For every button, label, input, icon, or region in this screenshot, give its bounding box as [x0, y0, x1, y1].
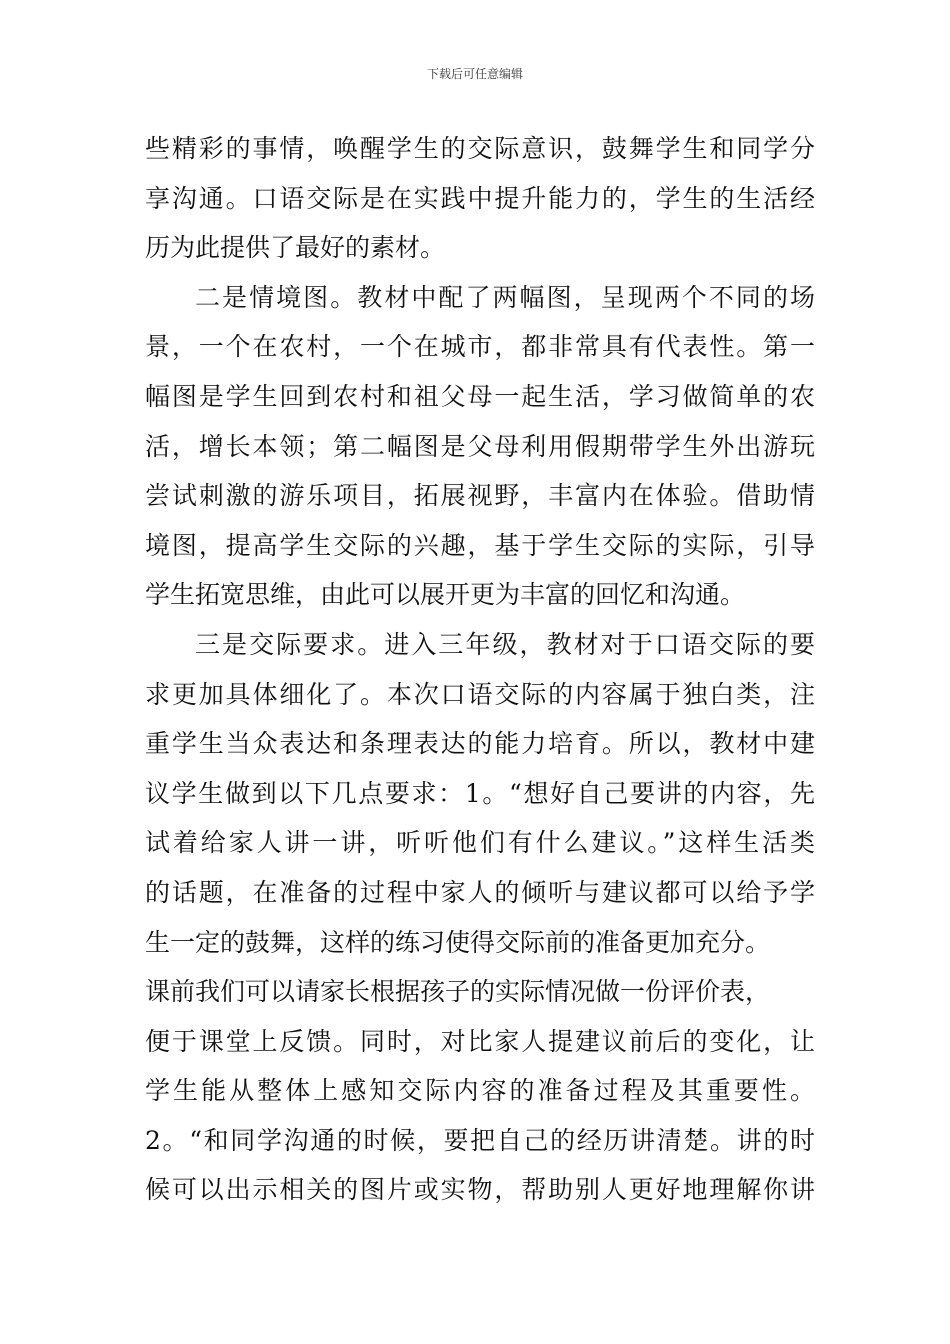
document-body	[145, 124, 815, 1215]
text-line: 试着给家人讲一讲，听听他们有什么建议。”这样生活类	[145, 828, 815, 858]
text-line: 议学生做到以下几点要求：1。“想好自己要讲的内容，先	[145, 778, 815, 808]
text-line: 重学生当众表达和条理表达的能力培育。所以，教材中建	[145, 729, 815, 759]
text-line: 尝试刺激的游乐项目，拓展视野，丰富内在体验。借助情	[145, 481, 815, 511]
text-line: 景，一个在农村，一个在城市，都非常具有代表性。第一	[145, 332, 815, 362]
text-line: 幅图是学生回到农村和祖父母一起生活，学习做简单的农	[145, 381, 815, 411]
text-line: 历为此提供了最好的素材。	[145, 233, 446, 263]
text-line: 些精彩的事情，唤醒学生的交际意识，鼓舞学生和同学分	[145, 134, 815, 163]
text-line: 便于课堂上反馈。同时，对比家人提建议前后的变化，让	[145, 1026, 815, 1056]
text-line: 课前我们可以请家长根据孩子的实际情况做一份评价表，	[145, 977, 771, 1007]
text-line: 享沟通。口语交际是在实践中提升能力的，学生的生活经	[145, 183, 815, 213]
text-line: 三是交际要求。进入三年级，教材对于口语交际的要	[195, 629, 815, 659]
text-line: 学生拓宽思维，由此可以展开更为丰富的回忆和沟通。	[145, 580, 746, 610]
text-line: 的话题，在准备的过程中家人的倾听与建议都可以给予学	[145, 877, 815, 907]
text-line: 活，增长本领；第二幅图是父母利用假期带学生外出游玩	[145, 431, 815, 461]
text-line: 二是情境图。教材中配了两幅图，呈现两个不同的场	[195, 282, 815, 312]
text-line: 生一定的鼓舞，这样的练习使得交际前的准备更加充分。	[145, 927, 771, 957]
text-line: 境图，提高学生交际的兴趣，基于学生交际的实际，引导	[145, 530, 815, 560]
text-line: 候可以出示相关的图片或实物，帮助别人更好地理解你讲	[145, 1175, 815, 1205]
text-line: 学生能从整体上感知交际内容的准备过程及其重要性。	[145, 1076, 815, 1106]
text-line: 2。“和同学沟通的时候，要把自己的经历讲清楚。讲的时	[145, 1125, 815, 1155]
text-line: 求更加具体细化了。本次口语交际的内容属于独白类，注	[145, 679, 815, 709]
page-header: 下载后可任意编辑	[426, 67, 523, 81]
